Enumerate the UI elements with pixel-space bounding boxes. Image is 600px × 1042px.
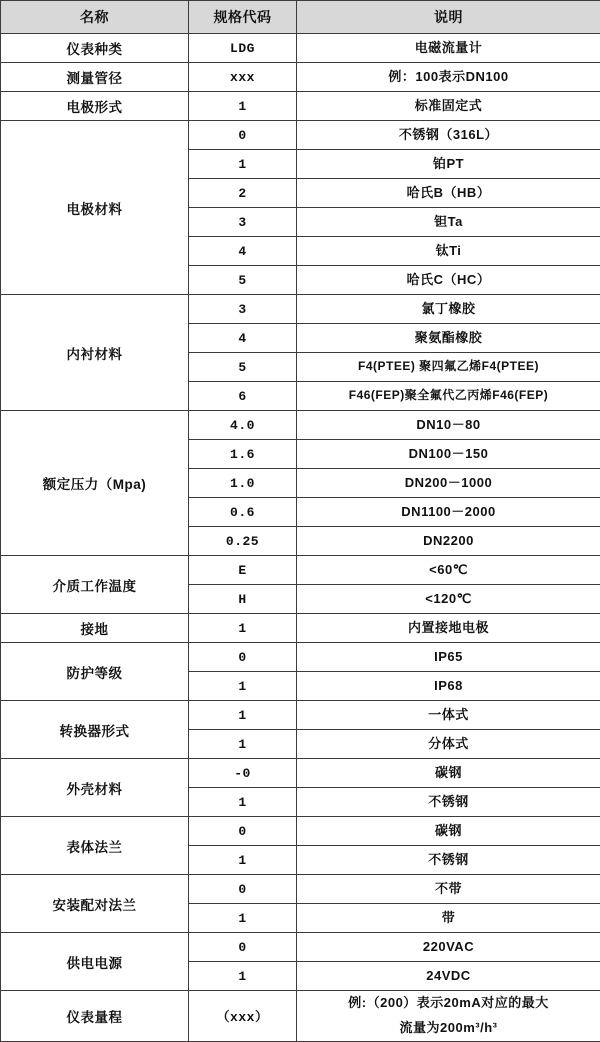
column-header-name: 名称 [1,1,189,34]
row-description-cell: 带 [297,904,600,933]
row-description-cell [297,991,600,1042]
row-description-cell: 不锈钢 [297,788,600,817]
row-code-cell: 1 [189,701,297,730]
table-row [1,556,600,585]
row-description-cell: 碳钢 [297,817,600,846]
column-header-code: 规格代码 [189,1,297,34]
row-code-cell: 4.0 [189,411,297,440]
row-description-cell: DN2200 [297,527,600,556]
row-code-cell: 1.0 [189,469,297,498]
row-code-cell: 0.25 [189,527,297,556]
table-body [1,34,600,1042]
description-line: 流量为200m³/h³ [297,1016,600,1041]
row-code-cell: 1 [189,150,297,179]
row-code-cell: 0.6 [189,498,297,527]
row-description-cell: 标准固定式 [297,92,600,121]
row-code-cell: 4 [189,237,297,266]
row-name-cell: 额定压力（Mpa) [1,411,189,556]
row-description-cell: 分体式 [297,730,600,759]
row-description-cell: F4(PTEE) 聚四氟乙烯F4(PTEE) [297,353,600,382]
table-row [1,933,600,962]
row-name-cell: 测量管径 [1,63,189,92]
row-name-cell: 仪表量程 [1,991,189,1042]
row-name-cell: 外壳材料 [1,759,189,817]
row-code-cell: xxx [189,63,297,92]
table-row [1,295,600,324]
row-description-cell: 一体式 [297,701,600,730]
row-description-cell: F46(FEP)聚全氟代乙丙烯F46(FEP) [297,382,600,411]
row-description-cell: 聚氨酯橡胶 [297,324,600,353]
row-code-cell: LDG [189,34,297,63]
row-description-cell: 内置接地电极 [297,614,600,643]
row-description-cell: 钛Ti [297,237,600,266]
row-description-cell: 钽Ta [297,208,600,237]
table-row [1,411,600,440]
row-code-cell: 0 [189,817,297,846]
column-header-description: 说明 [297,1,600,34]
row-code-cell: 3 [189,295,297,324]
table-row [1,121,600,150]
row-code-cell: E [189,556,297,585]
row-code-cell: 5 [189,266,297,295]
row-description-cell: 不锈钢 [297,846,600,875]
table-row [1,817,600,846]
table-row [1,614,600,643]
row-code-cell: 1 [189,614,297,643]
row-name-cell: 安装配对法兰 [1,875,189,933]
row-name-cell: 表体法兰 [1,817,189,875]
row-code-cell: 4 [189,324,297,353]
row-description-cell: 哈氏B（HB） [297,179,600,208]
table-row [1,991,600,1042]
row-name-cell: 电极材料 [1,121,189,295]
row-code-cell: 0 [189,121,297,150]
row-description-cell: 哈氏C（HC） [297,266,600,295]
row-description-cell: 电磁流量计 [297,34,600,63]
row-code-cell: 6 [189,382,297,411]
row-description-cell: DN100－150 [297,440,600,469]
row-description-cell: DN1100－2000 [297,498,600,527]
row-code-cell: 2 [189,179,297,208]
row-code-cell: 0 [189,875,297,904]
table-row [1,34,600,63]
row-code-cell: 1 [189,672,297,701]
row-code-cell: 1.6 [189,440,297,469]
row-name-cell: 内衬材料 [1,295,189,411]
row-name-cell: 仪表种类 [1,34,189,63]
row-code-cell: 1 [189,962,297,991]
row-description-cell: 24VDC [297,962,600,991]
row-description-cell: 氯丁橡胶 [297,295,600,324]
row-name-cell: 介质工作温度 [1,556,189,614]
row-code-cell: -0 [189,759,297,788]
table-row [1,875,600,904]
row-code-cell: 1 [189,92,297,121]
row-description-cell: 铂PT [297,150,600,179]
row-code-cell: 1 [189,846,297,875]
row-description-cell: 220VAC [297,933,600,962]
row-name-cell: 接地 [1,614,189,643]
row-code-cell: 1 [189,788,297,817]
table-row [1,759,600,788]
row-description-cell: 不带 [297,875,600,904]
row-description-cell: IP68 [297,672,600,701]
row-description-cell: DN10－80 [297,411,600,440]
row-code-cell: 0 [189,933,297,962]
row-description-cell: 例：100表示DN100 [297,63,600,92]
row-name-cell: 供电电源 [1,933,189,991]
table-header [1,1,600,34]
row-code-cell: 0 [189,643,297,672]
row-name-cell: 转换器形式 [1,701,189,759]
row-description-cell: <60℃ [297,556,600,585]
table-row [1,701,600,730]
table-row [1,643,600,672]
row-description-cell: 碳钢 [297,759,600,788]
row-description-cell: <120℃ [297,585,600,614]
row-code-cell: （xxx） [189,991,297,1042]
row-code-cell: 1 [189,904,297,933]
row-name-cell: 电极形式 [1,92,189,121]
row-description-cell: IP65 [297,643,600,672]
row-description-cell: DN200－1000 [297,469,600,498]
row-code-cell: H [189,585,297,614]
table-row [1,63,600,92]
row-code-cell: 1 [189,730,297,759]
row-description-cell: 不锈钢（316L） [297,121,600,150]
row-name-cell: 防护等级 [1,643,189,701]
row-code-cell: 5 [189,353,297,382]
table-row [1,92,600,121]
description-line: 例:（200）表示20mA对应的最大 [297,991,600,1016]
table-header-row [1,1,600,34]
row-code-cell: 3 [189,208,297,237]
